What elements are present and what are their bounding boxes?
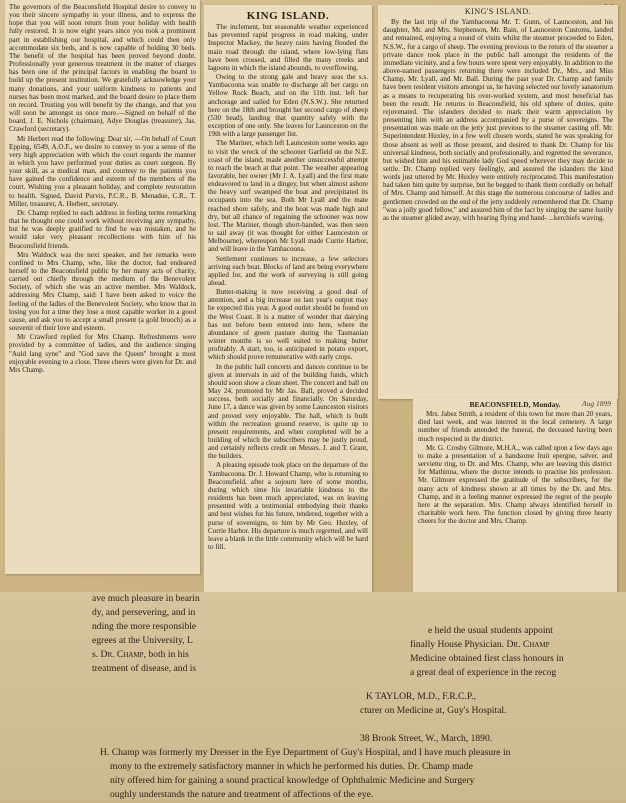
letter-signature: K TAYLOR, M.D., F.R.C.P., [366, 691, 476, 702]
clipping-paragraph: The governors of the Beaconsfield Hospital desire to convey to you their sincere sympathy in your illness, and to express the hope that you will soon return from your holiday with health fully restored. It is now eight years since you took a prominent part in establishing our hospital, and which could then only accommodate six beds, and is now capable of holding 30 beds. The benefit of the hospital has been proved beyond doubt. Professionally your generous treatment in the matter of charges has been one of the principal factors in enabling the board to build up the present institution. We gratefully acknowledge your many donations, and your uniform kindness to patients and nurses has been most marked, and the board desire to place them on record. Trusting you will benefit by the change, and that you will soon be amongst us once more.—Signed on behalf of the board, J. E. Nichols (chairman), Adye Douglas (treasurer), Jas. Crawford (secretary). [9, 3, 196, 134]
clipping-paragraph: The Mariner, which left Launceston some weeks ago to visit the wreck of the schooner Garfield on the N.E. coast of the island, made another unsuccessful attempt to reach the beach at that point. The weather appearing favorable, her owner (Mr J. A. Lyall) and the first mate endeavored to land in a dingey, but when almost ashore the heavy surf swamped the boat and precipitated its occupants into the sea. Both Mr Lyall and the mate reached shore safely, and the boat was made high and dry, but all chance of regaining the schooner was now lost. The Mariner, though short-handed, was then seen to sail away (it was thought for either Launceston or Melbourne), whereupon Mr Lyall made Currie Harbor, and will leave in the Yambacoona. [208, 139, 368, 254]
letter-text: , both in his [143, 649, 189, 660]
letter-line: Medicine obtained first class honours in [410, 653, 564, 664]
letter-text: Dr. Champ [506, 639, 550, 650]
clipping-paragraph: Mrs Waldock was the next speaker, and her remarks were confined to Mrs Champ, who, like the doctor, had endeared herself to the Beaconsfield public by her many acts of charity, carried out chiefly through the medium of the Benevolent Society, of which she was an active member. Mrs Waldock, addressing Mrs Champ, said: I have been asked to voice the feeling of the ladies of the Benevolent Society, who know that in losing you for a time they lose a most capable worker in a good cause, and ask you to accept a small present (a gold brooch) as a souvenir of their love and esteem. [9, 250, 196, 333]
letter-line: H. Champ was formerly my Dresser in the Eye Department of Guy's Hospital, and I have much pleasure in [100, 747, 511, 758]
clipping-paragraph: Mrs. Jabez Smith, a resident of this town for more than 20 years, died last week, and was interred in the local cemetery. A large number of friends attended the funeral, the deceased having been much respected in the district. [418, 410, 612, 443]
left-newspaper-clipping [5, 0, 200, 574]
handwritten-date: Aug 1899 [582, 399, 611, 408]
clipping-dateline: BEACONSFIELD, Monday. [469, 400, 561, 409]
letter-line: e held the usual students appoint [428, 625, 553, 636]
letter-line: treatment of disease, and is [92, 663, 197, 674]
testimonial-letter [0, 592, 626, 800]
letter-address: 38 Brook Street, W., March, 1890. [360, 733, 493, 744]
letter-line: egrees at the University, L [92, 635, 193, 646]
clipping-paragraph: Settlement continues to increase, a few selectors arriving each boat. Blocks of land are being everywhere applied for, and the work of surveying is still going ahead. [208, 254, 368, 287]
letter-line: nity offered him for gaining a sound practical knowledge of Ophthalmic Medicine and Surgery [110, 775, 475, 786]
beaconsfield-clipping [413, 398, 617, 624]
clipping-paragraph: Mr. G. Crosby Gilmore, M.H.A., was called upon a few days ago to make a presentation of a handsome fruit epergne, salver, and serviette ring, to Dr. and Mrs. Champ, who are leaving this district for Mathinna, where the doctor intends to practise his profession. Mr. Gilmore expressed the gratitude of the subscribers, for the many acts of kindness shown at all times by the Dr. and Mrs. Champ, and in a feeling manner expressed the regret of the people here at the separation. Mrs. Champ always identified herself in charitable work here. The function closed by giving three hearty cheers for the doctor and Mrs. Champ. [418, 443, 612, 526]
clipping-headline: KING ISLAND. [246, 10, 330, 22]
letter-line: nding the more responsible [92, 621, 197, 632]
letter-signature-title: cturer on Medicine at, Guy's Hospital. [360, 705, 507, 716]
clipping-paragraph: Dr. Champ replied to each address in feeling terms remarking that he thought one could work without receiving any sympathy, but he was deeply gratified to find he was mistaken, and he would take very pleasant recollections with him of his Beaconsfield friends. [9, 208, 196, 250]
letter-line: a great deal of experience in the recog [410, 667, 557, 678]
letter-text: Dr. Champ [100, 649, 144, 660]
clipping-paragraph: In the public hall concerts and dances continue to be given at intervals in aid of the building funds, which should soon show a clean sheet. The concert and ball on May 24, promoted by Mr Jas. Ball, proved a decided success, both socially and financially. On Saturday, June 17, a dance was given by some Launceston visitors and proved very enjoyable. The hall, which is built within the recreation ground reserve, is quite up to present requirements, and when completed will be a building of which the subscribers may be justly proud, and certainly reflects credit on Messrs. J. and T. Grant, the builders. [208, 362, 368, 461]
clipping-paragraph: A pleasing episode took place on the departure of the Yambacoona. Dr. J. Howard Champ, who is returning to Beaconsfield, after a sojourn here of some months, during which time his invariable kindness to the residents has been much appreciated, was on leaving presented with a testimonial embodying their thanks and best wishes for his future, tendered, together with a purse of sovereigns, to him by Mr Geo. Huxley, of Currie Harbor. His departure is much regretted, and will leave a blank in the little community which will be hard to fill. [208, 461, 368, 551]
clipping-paragraph: Butter-making is now receiving a good deal of attention, and a big increase on last year's output may be expected this year. A good outlet should be found on the West Coast. It is a matter of wonder that dairying has not before been entered into here, where the abundance of green pasture during the Tasmanian winter months is so well suited to making butter profitably. A start, too, is anticipated in potato export, which should prove remunerative with early crops. [208, 288, 368, 362]
clipping-headline: KING'S ISLAND. [464, 7, 532, 16]
letter-line: dy, and persevering, and in [92, 607, 196, 618]
kings-island-clipping [378, 5, 618, 399]
letter-text: s. [92, 649, 101, 660]
clipping-paragraph: Owing to the strong gale and heavy seas the s.s. Yambacoona was unable to discharge all her cargo on Yellow Rock Beach, and on the 11th inst. left her anchorage and sailed for Eden (N.S.W.). She returned here on the 18th and brought her second cargo of sheep (530 head), landing that quantity safely with the exception of one only. She leaves for Launceston on the 19th with a large passenger list. [208, 73, 368, 139]
clipping-paragraph: Mr Crawford replied for Mrs Champ. Refreshments were provided by a committee of ladies, and the audience singing "Auld lang syne" and "God save the Queen" brought a most enjoyable evening to a close. Three cheers were given for Dr. and Mrs Champ. [9, 333, 196, 374]
clipping-paragraph: The inclement, but seasonable weather experienced has prevented rapid progress in road making, under Inspector Mackey, the heavy rains having flooded the main road through the island, where low-lying flats have been crossed, and filled the many creeks and lagoons in which the island abounds, to overflowing. [208, 23, 368, 72]
clipping-paragraph: Mr Herbert read the following: Dear sir, —On behalf of Court Epping, 6549, A.O.F., we desire to convey to you a sense of the very high appreciation with which the court regards the manner in which you have performed your duties as court surgeon. By your skill, as a medical man, and courtesy to the patients you have gained the confidence and esteem of the members of the court. Wishing you a pleasant holiday, and complete restoration to health. Signed, David Purvis, P.C.R., B. Menadue, C.R., T. Miller, treasurer, A. Herbert, secretary. [9, 134, 196, 208]
letter-line: ave much pleasure in bearin [92, 593, 200, 604]
letter-line: mony to the extremely satisfactory manner in which he performed his duties. Dr. Champ made [110, 761, 473, 772]
letter-text: finally House Physician. [410, 639, 507, 650]
letter-line [410, 638, 550, 653]
letter-line: oughly understands the nature and treatment of affections of the eye. [110, 789, 374, 800]
clipping-paragraph: By the last trip of the Yambacoona Mr. T. Gunn, of Launceston, and his daughter, Mr. and Mrs. Stephenson, Mr. Bain, of Launceston Customs, landed and remained, enjoying a round of visits whilst the steamer proceeded to Eden, N.S.W., for a cargo of sheep. The evening previous to the return of the steamer a private dance took place in the public hall amongst the residents of the immediate vicinity, and a few hours were spent very enjoyably. In addition to the above-named passengers returning there were included Dr., Mrs., and Miss Champ, Mr. Lyall, and Mr. Ball. During the past year Dr. Champ and family have been resident visitors amongst us, he having selected our lovely sanatorium as a means to recuperating his over-worked system, and most beneficial has been the result. He returns to Beaconsfield, his old sphere of duties, quite rejuvenated. The islanders decided to mark their warm appreciation by presenting him with an address accompanied by a purse of sovereigns. The presentation was made on the jetty just previous to the steamer casting off. Mr. Superintendent Huxley, in a few well chosen words, stated he was speaking for those absent as well as those present, and desired to thank Dr. Champ for his universal kindness, both socially and professionally, and regretted the severance, but wished him and his estimable lady God speed wherever they may decide to settle. Dr. Champ replied very feelingly, and assured the islanders the kind words just uttered by Mr. Huxley were entirely reciprocated. This manifestation had taken him quite by surprise, but he begged to thank them cordially on behalf of Mrs. Champ and himself. At this stage the numerous concourse of ladies and gentlemen crowded on the end of the jetty suddenly remembered that Dr. Champ "was a jolly good fellow," and assured him of the fact by singing the same lustily as the steamer glided away, with hearing flying and hand- ...kerchiefs waving. [383, 18, 613, 222]
letter-line [92, 648, 189, 663]
